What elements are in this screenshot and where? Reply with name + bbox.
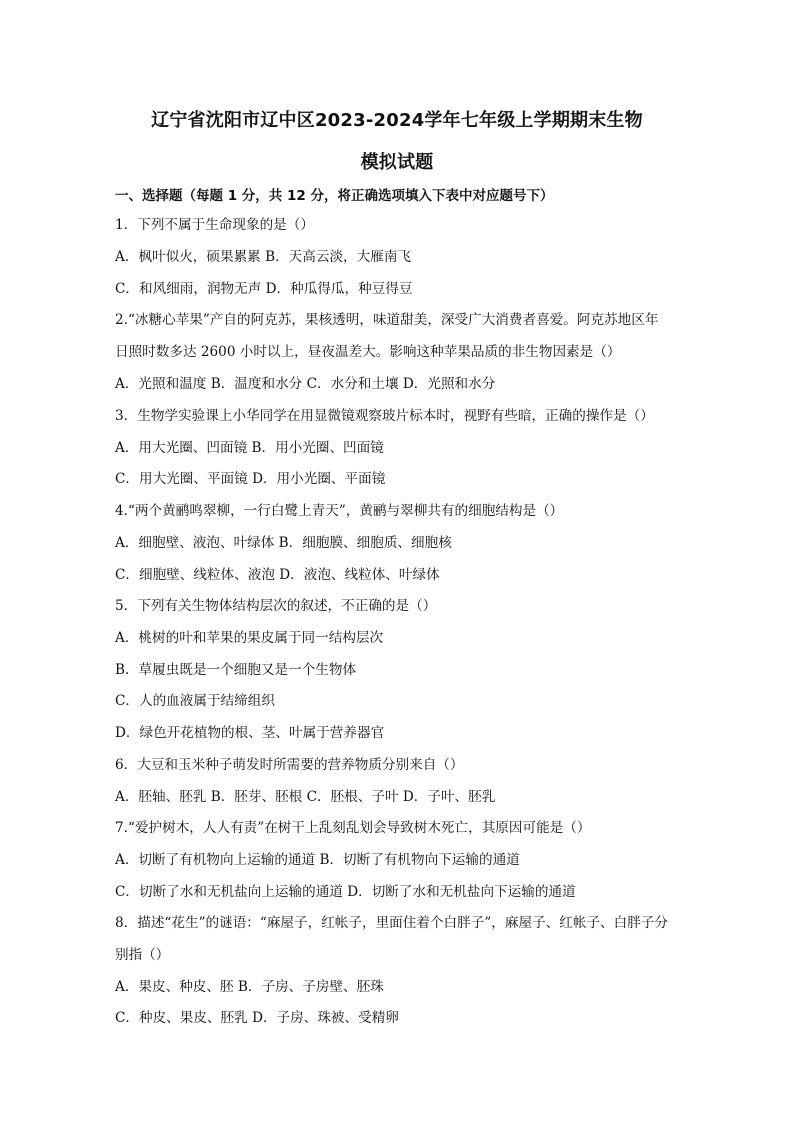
question-1-options-cd: C．和风细雨，润物无声 D．种瓜得瓜，种豆得豆 xyxy=(115,281,413,297)
document-title-line-1: 辽宁省沈阳市辽中区2023-2024学年七年级上学期期末生物 xyxy=(151,110,643,131)
question-4-stem: 4.“两个黄鹂鸣翠柳，一行白鹭上青天”，黄鹂与翠柳共有的细胞结构是（） xyxy=(115,503,564,519)
question-4-options-cd: C．细胞壁、线粒体、液泡 D．液泡、线粒体、叶绿体 xyxy=(115,567,440,583)
question-7-options-ab: A．切断了有机物向上运输的通道 B．切断了有机物向下运输的通道 xyxy=(115,852,520,868)
question-8-options-ab: A．果皮、种皮、胚 B．子房、子房壁、胚珠 xyxy=(115,979,384,995)
question-8-stem-line-1: 8．描述“花生”的谜语：“麻屋子，红帐子，里面住着个白胖子”，麻屋子、红帐子、白胖子分 xyxy=(115,915,669,931)
question-3-options-ab: A．用大光圈、凹面镜 B．用小光圈、凹面镜 xyxy=(115,440,384,456)
question-5-option-a: A．桃树的叶和苹果的果皮属于同一结构层次 xyxy=(115,630,384,646)
question-4-options-ab: A．细胞壁、液泡、叶绿体 B．细胞膜、细胞质、细胞核 xyxy=(115,535,452,551)
question-2-stem-line-1: 2.“冰糖心苹果”产自的阿克苏，果核透明，味道甜美，深受广大消费者喜爱。阿克苏地区年 xyxy=(115,312,659,328)
question-8-stem-line-2: 别指（） xyxy=(115,947,170,963)
question-3-stem: 3．生物学实验课上小华同学在用显微镜观察玻片标本时，视野有些暗，正确的操作是（） xyxy=(115,408,654,424)
question-7-stem: 7.“爱护树木，人人有责”在树干上乱刻乱划会导致树木死亡，其原因可能是（） xyxy=(115,820,591,836)
question-7-options-cd: C．切断了水和无机盐向上运输的通道 D．切断了水和无机盐向下运输的通道 xyxy=(115,884,576,900)
question-6-options: A．胚轴、胚乳 B．胚芽、胚根 C．胚根、子叶 D．子叶、胚乳 xyxy=(115,789,496,805)
question-1-stem: 1．下列不属于生命现象的是（） xyxy=(115,217,314,233)
question-2-options: A．光照和温度 B．温度和水分 C．水分和土壤 D．光照和水分 xyxy=(115,376,496,392)
question-5-stem: 5．下列有关生物体结构层次的叙述，不正确的是（） xyxy=(115,598,437,614)
question-2-stem-line-2: 日照时数多达 2600 小时以上，昼夜温差大。影响这种苹果品质的非生物因素是（） xyxy=(115,344,621,360)
question-5-option-c: C．人的血液属于结缔组织 xyxy=(115,693,275,709)
question-5-option-b: B．草履虫既是一个细胞又是一个生物体 xyxy=(115,662,357,678)
question-1-options-ab: A．枫叶似火，硕果累累 B．天高云淡，大雁南飞 xyxy=(115,249,412,265)
question-3-options-cd: C．用大光圈、平面镜 D．用小光圈、平面镜 xyxy=(115,471,386,487)
section-heading: 一、选择题（每题 1 分，共 12 分，将正确选项填入下表中对应题号下） xyxy=(115,188,554,204)
question-8-options-cd: C．种皮、果皮、胚乳 D．子房、珠被、受精卵 xyxy=(115,1010,399,1026)
question-5-option-d: D．绿色开花植物的根、茎、叶属于营养器官 xyxy=(115,725,385,741)
question-6-stem: 6．大豆和玉米种子萌发时所需要的营养物质分别来自（） xyxy=(115,757,464,773)
document-title-line-2: 模拟试题 xyxy=(360,152,434,173)
